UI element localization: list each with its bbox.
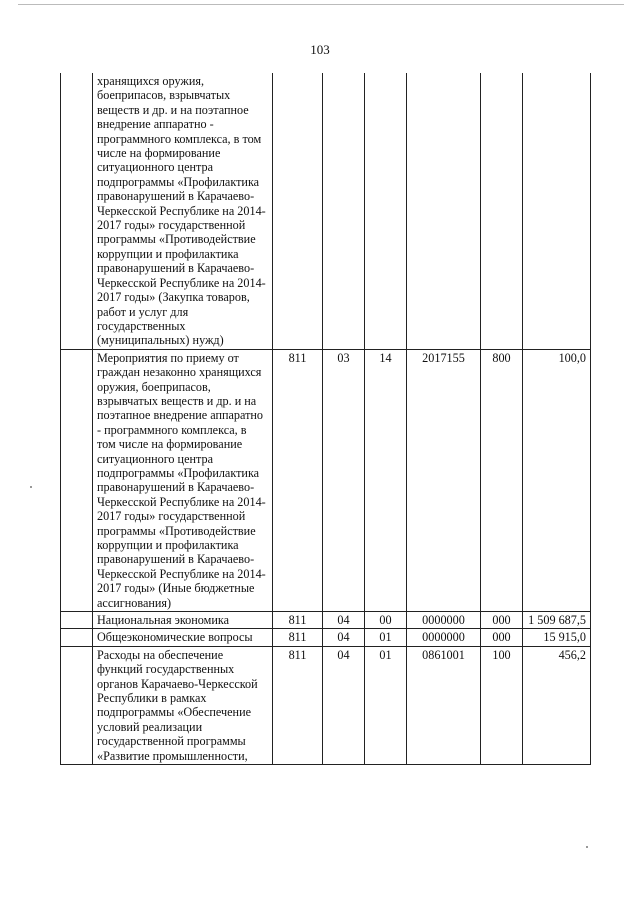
top-scan-line (18, 4, 624, 5)
target-item-cell: 0000000 (407, 612, 481, 629)
target-item-cell: 0000000 (407, 629, 481, 646)
subsection-cell: 01 (365, 646, 407, 764)
description-cell: Расходы на обеспечение функций государственных органов Карачаево-Черкесской Республики в рамках подпрограммы «Обеспечение условий реализации государственной программы «Развитие промышленности, (93, 646, 273, 764)
blank-cell (61, 629, 93, 646)
expense-type-cell: 800 (481, 349, 523, 611)
blank-cell (61, 646, 93, 764)
ministry-cell: 811 (273, 646, 323, 764)
section-cell: 04 (323, 646, 365, 764)
expense-type-cell: 000 (481, 629, 523, 646)
target-item-cell (407, 73, 481, 349)
amount-cell (523, 73, 591, 349)
blank-cell (61, 349, 93, 611)
amount-cell: 1 509 687,5 (523, 612, 591, 629)
expense-type-cell: 000 (481, 612, 523, 629)
table-row (61, 629, 591, 646)
subsection-cell (365, 73, 407, 349)
amount-cell: 15 915,0 (523, 629, 591, 646)
page-number: 103 (310, 42, 330, 57)
subsection-cell: 00 (365, 612, 407, 629)
ministry-cell: 811 (273, 612, 323, 629)
ministry-cell: 811 (273, 629, 323, 646)
section-cell: 03 (323, 349, 365, 611)
expense-type-cell: 100 (481, 646, 523, 764)
section-cell: 04 (323, 629, 365, 646)
description-cell: Национальная экономика (93, 612, 273, 629)
blank-cell (61, 73, 93, 349)
scan-speck (30, 486, 32, 488)
amount-cell: 100,0 (523, 349, 591, 611)
scan-speck (586, 846, 588, 848)
subsection-cell: 14 (365, 349, 407, 611)
section-cell: 04 (323, 612, 365, 629)
table-row (61, 612, 591, 629)
section-cell (323, 73, 365, 349)
ministry-cell: 811 (273, 349, 323, 611)
expense-type-cell (481, 73, 523, 349)
table-row (61, 73, 591, 349)
table-row (61, 349, 591, 611)
description-cell: Мероприятия по приему от граждан незаконно хранящихся оружия, боеприпасов, взрывчатых веществ и др. и на поэтапное внедрение аппаратно - программного комплекса, в том числе на формирование ситуационного центра подпрограммы «Профилактика правонарушений в Карачаево-Черкесской Республике на 2014-2017 годы» государственной программы «Противодействие коррупции и профилактика правонарушений в Карачаево-Черкесской Республике на 2014-2017 годы» (Иные бюджетные ассигнования) (93, 349, 273, 611)
description-cell: хранящихся оружия, боеприпасов, взрывчатых веществ и др. и на поэтапное внедрение аппаратно - программного комплекса, в том числе на формирование ситуационного центра подпрограммы «Профилактика правонарушений в Карачаево-Черкесской Республике на 2014-2017 годы» государственной программы «Противодействие коррупции и профилактика правонарушений в Карачаево-Черкесской Республике на 2014-2017 годы» (Закупка товаров, работ и услуг для государственных (муниципальных) нужд) (93, 73, 273, 349)
table-row (61, 646, 591, 764)
blank-cell (61, 612, 93, 629)
subsection-cell: 01 (365, 629, 407, 646)
target-item-cell: 0861001 (407, 646, 481, 764)
budget-table (60, 73, 591, 765)
target-item-cell: 2017155 (407, 349, 481, 611)
amount-cell: 456,2 (523, 646, 591, 764)
description-cell: Общеэкономические вопросы (93, 629, 273, 646)
ministry-cell (273, 73, 323, 349)
